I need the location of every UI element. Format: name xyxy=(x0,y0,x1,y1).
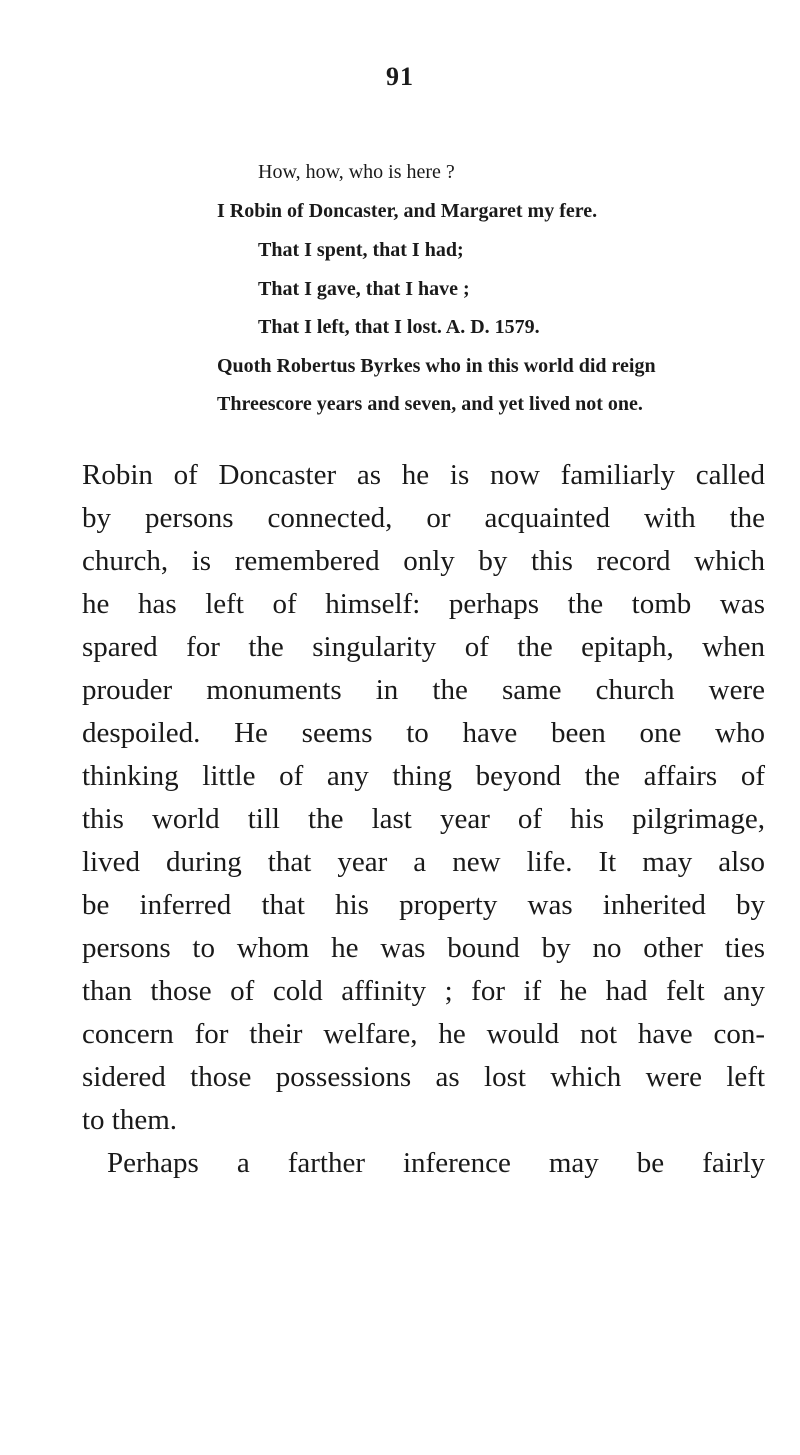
body-line: be inferred that his property was inherited by xyxy=(82,889,765,921)
body-line: he has left of himself: perhaps the tomb was xyxy=(82,588,765,620)
epitaph-line: That I left, that I lost. A. D. 1579. xyxy=(258,316,540,338)
epitaph-line: Quoth Robertus Byrkes who in this world did reign xyxy=(217,355,656,377)
body-line: lived during that year a new life. It may also xyxy=(82,846,765,878)
body-line: persons to whom he was bound by no other ties xyxy=(82,932,765,964)
body-line: sidered those possessions as lost which were left xyxy=(82,1061,765,1093)
epitaph-line: I Robin of Doncaster, and Margaret my fere. xyxy=(217,200,598,222)
body-line: Perhaps a farther inference may be fairly xyxy=(107,1147,765,1179)
body-line: spared for the singularity of the epitaph, when xyxy=(82,631,765,663)
body-line: than those of cold affinity ; for if he had felt any xyxy=(82,975,765,1007)
body-line: concern for their welfare, he would not have con- xyxy=(82,1018,765,1050)
epitaph-line: That I gave, that I have ; xyxy=(258,278,470,300)
body-line: church, is remembered only by this record which xyxy=(82,545,765,577)
body-line: prouder monuments in the same church were xyxy=(82,674,765,706)
body-line: Robin of Doncaster as he is now familiarly called xyxy=(82,459,765,491)
body-line: this world till the last year of his pilgrimage, xyxy=(82,803,765,835)
body-line: despoiled. He seems to have been one who xyxy=(82,717,765,749)
body-line: by persons connected, or acquainted with the xyxy=(82,502,765,534)
epitaph-line: That I spent, that I had; xyxy=(258,239,464,261)
epitaph-line: Threescore years and seven, and yet lived not one. xyxy=(217,393,643,415)
page-number: 91 xyxy=(386,62,414,91)
body-line: to them. xyxy=(82,1104,178,1136)
body-line: thinking little of any thing beyond the affairs of xyxy=(82,760,765,792)
epitaph-line: How, how, who is here ? xyxy=(258,161,455,183)
